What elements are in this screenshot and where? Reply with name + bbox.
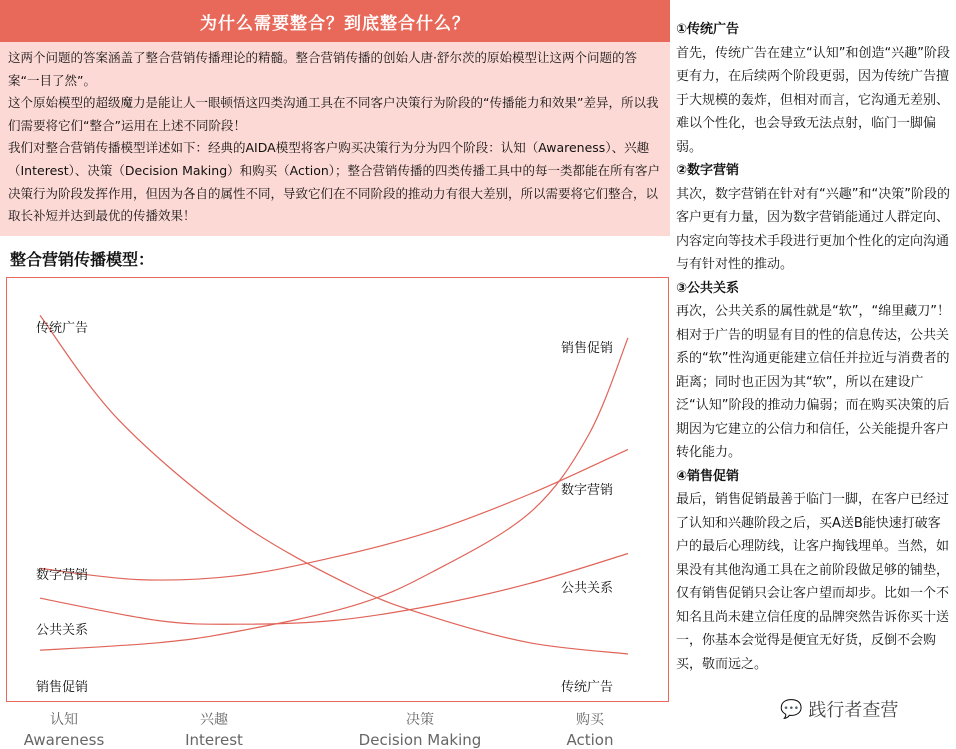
section-title-digital-marketing: ②数字营销 xyxy=(676,163,740,178)
wechat-icon: 💬 xyxy=(780,698,803,720)
chart-curves xyxy=(40,315,628,654)
series-label-end-sales-promotion: 销售促销 xyxy=(561,341,614,356)
series-label-end-digital-marketing: 数字营销 xyxy=(561,483,614,498)
watermark-text: 践行者查营 xyxy=(808,700,899,721)
curve-public-relations xyxy=(40,554,628,625)
intro-paragraph: 这两个问题的答案涵盖了整合营销传播理论的精髓。整合营销传播的创始人唐·舒尔茨的原始模型让这两个问题的答案“一目了然”。 xyxy=(8,50,637,88)
curve-sales-promotion xyxy=(40,338,628,650)
section-body-digital-marketing: 其次，数字营销在针对有“兴趣”和“决策”阶段的客户更有力量，因为数字营销能通过人群定向、内容定向等技术手段进行更加个性化的定向沟通与有针对性的推动。 xyxy=(676,186,950,272)
stage-label-interest-en: Interest xyxy=(185,731,243,749)
header-title: 为什么需要整合？到底整合什么？ xyxy=(200,13,470,34)
stage-label-decision-en: Decision Making xyxy=(358,731,482,749)
section-body-traditional-ads: 首先，传统广告在建立“认知”和创造“兴趣”阶段更有力，在后续两个阶段更弱，因为传统广告擅于大规模的轰炸，但相对而言，它沟通无差别、难以个性化，也会导致无法点射，临门一脚偏弱。 xyxy=(676,45,950,155)
section-body-public-relations: 再次，公共关系的属性就是“软”，“绵里藏刀”！相对于广告的明显有目的性的信息传达，公共关系的“软”性沟通更能建立信任并拉近与消费者的距离；同时也正因为其“软”，所以在建设广泛“认知”阶段的推动力偏弱；而在购买决策的后期因为它建立的公信力和信任，公关能提升客户转化能力。 xyxy=(676,304,950,460)
intro-paragraph: 这个原始模型的超级魔力是能让人一眼顿悟这四类沟通工具在不同客户决策行为阶段的“传播能力和效果”差异，所以我们需要将它们“整合”运用在上述不同阶段！ xyxy=(8,95,659,133)
stage-label-decision-zh: 决策 xyxy=(406,712,434,728)
series-label-end-traditional-ads: 传统广告 xyxy=(561,680,614,695)
section-title-traditional-ads: ①传统广告 xyxy=(676,22,740,37)
stage-label-awareness-zh: 认知 xyxy=(50,712,78,728)
series-label-start-sales-promotion: 销售促销 xyxy=(36,680,89,695)
section-body-sales-promotion: 最后，销售促销最善于临门一脚，在客户已经过了认知和兴趣阶段之后，买A送B能快速打破客户的最后心理防线，让客户掏钱埋单。当然，如果没有其他沟通工具在之前阶段做足够的铺垫，仅有销售促销只会让客户望而却步。比如一个不知名且尚未建立信任度的品牌突然告诉你买十送一，你基本会觉得是便宜无好货，反倒不会购买，敬而远之。 xyxy=(676,492,950,672)
section-title-sales-promotion: ④销售促销 xyxy=(676,468,740,484)
explanation-column xyxy=(676,18,952,676)
series-label-start-traditional-ads: 传统广告 xyxy=(36,321,89,336)
stage-label-action-zh: 购买 xyxy=(576,712,604,728)
stage-label-awareness-en: Awareness xyxy=(23,731,105,749)
stage-label-action-en: Action xyxy=(566,731,614,749)
stage-label-interest-zh: 兴趣 xyxy=(200,712,228,728)
section-title-public-relations: ③公共关系 xyxy=(676,280,740,296)
watermark xyxy=(780,696,898,722)
series-label-start-public-relations: 公共关系 xyxy=(36,623,89,638)
intro-paragraph: 我们对整合营销传播模型详述如下：经典的AIDA模型将客户购买决策行为分为四个阶段：认知（Awareness）、兴趣（Interest）、决策（Decision Making）和购买（Action）；整合营销传播的四类传播工具中的每一类都能在所有客户决策行为阶段发挥作用，但因为各自的属性不同，导致它们在不同阶段的推动力有很大差别，所以需要将它们整合，以取长补短并达到最优的传播效果！ xyxy=(8,140,661,224)
model-title: 整合营销传播模型： xyxy=(10,250,155,269)
curve-digital-marketing xyxy=(40,449,628,580)
curve-traditional-ads xyxy=(40,315,628,654)
series-label-start-digital-marketing: 数字营销 xyxy=(36,568,89,583)
series-label-end-public-relations: 公共关系 xyxy=(561,581,614,596)
